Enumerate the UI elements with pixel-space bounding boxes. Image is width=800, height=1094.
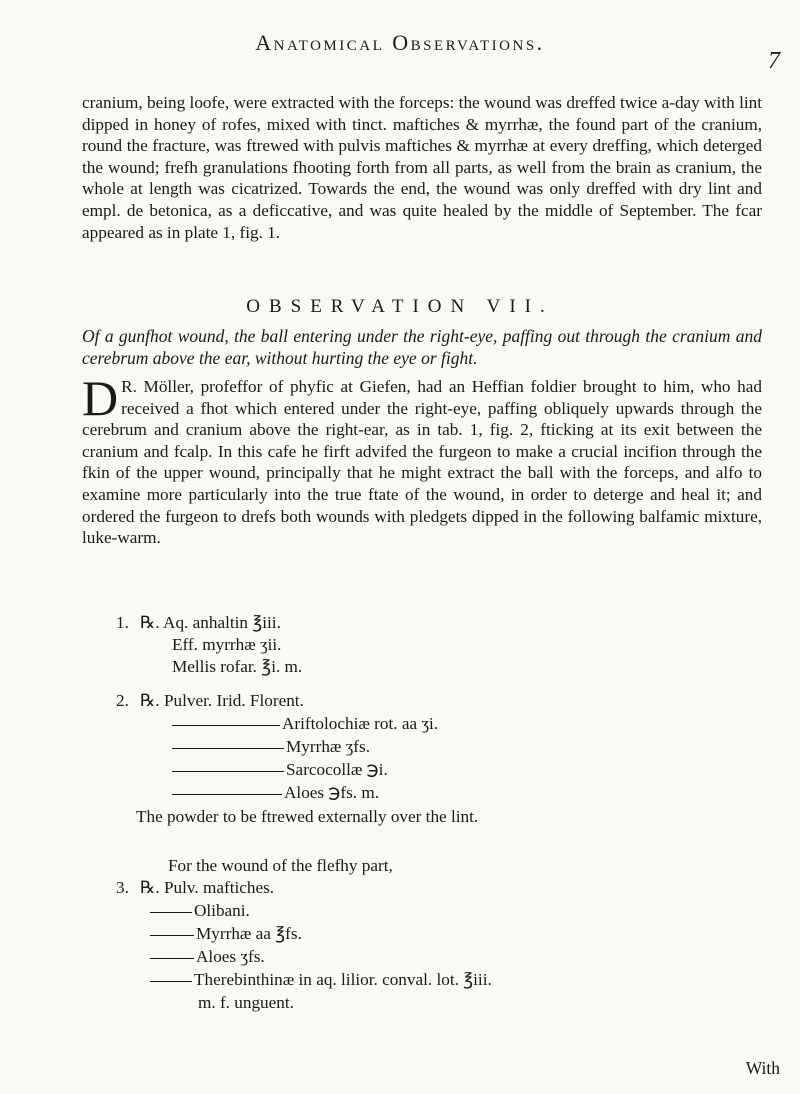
observation-subtitle: Of a gunfhot wound, the ball entering under the right-eye, paffing out through the cranium and cerebrum above the ear, without hurting the eye or fight. [82,326,762,368]
recipe-3-line-3: Myrrhæ aa ℥fs. [150,924,302,944]
observation-heading: OBSERVATION VII. [246,296,554,317]
recipe-1-number: 1. [116,613,129,632]
recipe-2-line-1: ℞. Pulver. Irid. Florent. [140,691,304,710]
page-number: 7 [768,48,780,74]
recipe-2-line-4: Sarcocollæ ℈i. [172,760,388,780]
recipe-3-line-2: Olibani. [150,901,250,921]
note-powder: The powder to be ftrewed externally over the lint. [136,807,479,826]
running-head: Anatomical Observations. [255,30,545,55]
drop-cap: D [82,370,119,426]
recipe-1-line-3: Mellis rofar. ℥i. m. [172,657,303,676]
catchword: With [745,1058,780,1078]
recipe-3-line-1: ℞. Pulv. maftiches. [140,878,275,897]
recipe-1-line-1: ℞. Aq. anhaltin ℥iii. [140,613,281,632]
observation-paragraph-text: R. Möller, profeffor of phyfic at Giefen, had an Heffian foldier brought to him, who had received a fhot which entered under the right-eye, paffing obliquely upwards through the cerebrum and cranium above the right-ear, as in tab. 1, fig. 2, fticking at its exit between the cranium and fcalp. In this cafe he firft advifed the furgeon to make a crucial incifion through the fkin of the upper wound, principally that he might extract the ball with the forceps, and alfo to examine more particularly into the true ftate of the wound, in order to deterge and heal it; and ordered the furgeon to drefs both wounds with pledgets dipped in the following balfamic mixture, luke-warm. [82,377,762,548]
recipe-2-line-2: Ariftolochiæ rot. aa ʒi. [172,714,438,734]
note-flesh: For the wound of the flefhy part, [168,856,393,875]
recipe-3-line-4: Aloes ʒfs. [150,947,265,967]
recipe-2-line-3: Myrrhæ ʒfs. [172,737,370,757]
recipe-2-line-5: Aloes ℈fs. m. [172,783,379,803]
recipe-1-line-2: Eff. myrrhæ ʒii. [172,635,282,654]
observation-paragraph [82,370,762,549]
paragraph-continued: cranium, being loofe, were extracted with the forceps: the wound was dreffed twice a-day with lint dipped in honey of rofes, mixed with tinct. maftiches & myrrhæ, the found part of the cranium, round the fracture, was ftrewed with pulvis maftiches & myrrhæ at every dreffing, which deterged the wound; frefh granulations fhooting forth from all parts, as well from the brain as cranium, the whole at length was cicatrized. Towards the end, the wound was only dreffed with dry lint and empl. de betonica, as a deficcative, and was quite healed by the middle of September. The fcar appeared as in plate 1, fig. 1. [82,93,762,242]
recipe-3-line-5: Therebinthinæ in aq. lilior. conval. lot. ℥iii. [150,970,492,990]
recipe-3-number: 3. [116,878,129,897]
recipe-3-line-6: m. f. unguent. [198,993,294,1012]
recipe-2-number: 2. [116,691,129,710]
